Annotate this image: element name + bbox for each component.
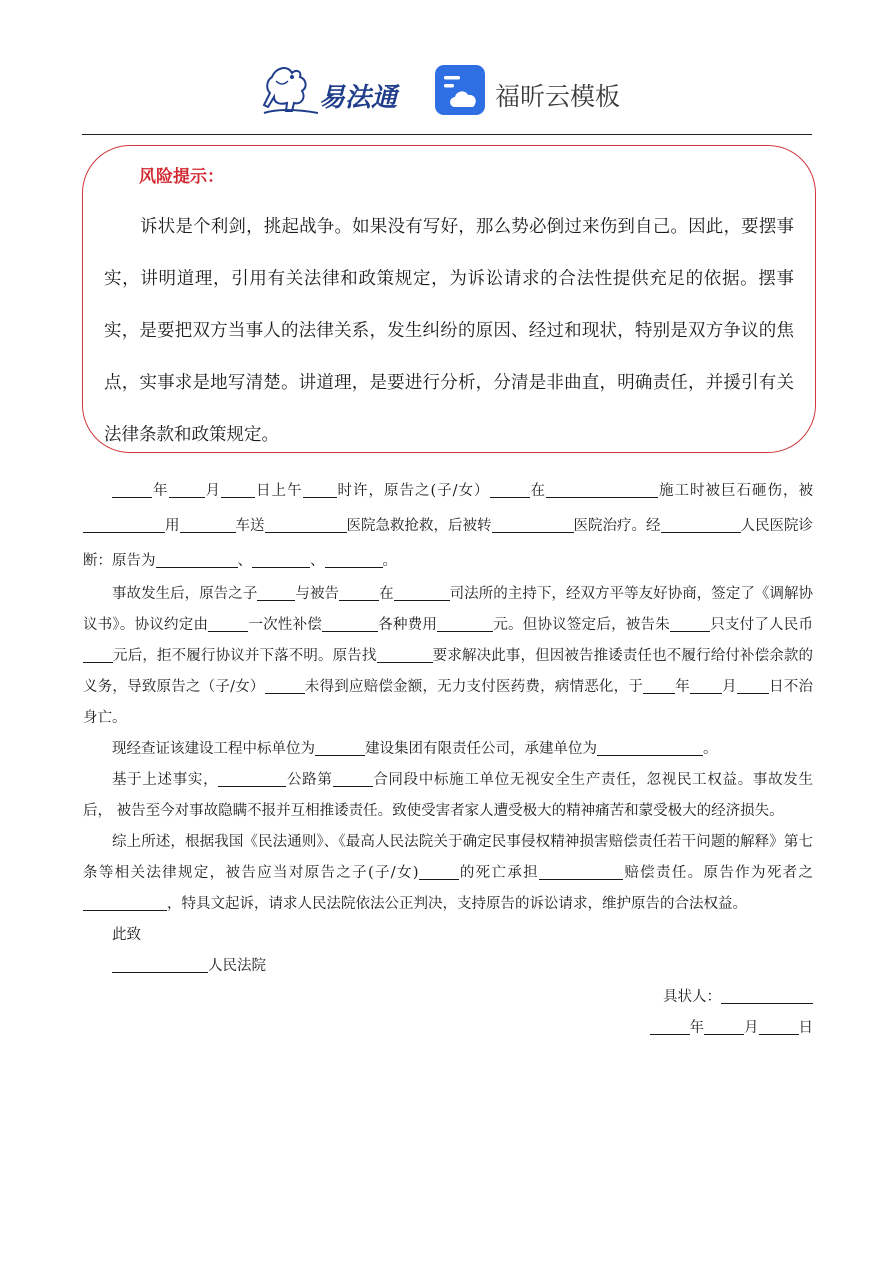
paragraph-contractor: 现经查证该建设工程中标单位为 建设集团有限责任公司，承建单位为 。 bbox=[112, 741, 718, 757]
risk-body: 诉状是个利剑，挑起战争。如果没有写好，那么势必倒过来伤到自己。因此，要摆事实，讲明道理，引用有关法律和政策规定，为诉讼请求的合法性提供充足的依据。摆事实，是要把双方当事人的法律关系，发生纠纷的原因、经过和现状，特别是双方争议的焦点，实事求是地写清楚。讲道理，是要进行分析，分清是非曲直，明确责任，并援引有关法律条款和政策规定。 bbox=[104, 217, 794, 445]
blank-field[interactable] bbox=[492, 518, 574, 534]
header-divider bbox=[82, 134, 812, 135]
blank-field[interactable] bbox=[661, 518, 741, 534]
court-line: 人民法院 bbox=[83, 951, 813, 982]
paragraph-conclusion: 综上所述，根据我国《民法通则》、《最高人民法院关于确定民事侵权精神损害赔偿责任若干问题的解释》第七条等相关法律规定，被告应当对原告之子(子/女) 的死亡承担 赔偿责任。原告作为死者之，特具文起诉，请求人民法院依法公正判决，支持原告的诉讼请求，维护原告的合法权益。 bbox=[83, 834, 814, 912]
yifatong-brand-text: 易法通 bbox=[319, 83, 398, 113]
blank-field[interactable] bbox=[670, 617, 710, 633]
blank-field[interactable] bbox=[322, 617, 378, 633]
blank-field[interactable] bbox=[265, 679, 305, 695]
blank-field[interactable] bbox=[325, 553, 383, 569]
risk-warning-box bbox=[82, 145, 816, 453]
blank-field[interactable] bbox=[690, 679, 722, 695]
blank-field[interactable] bbox=[759, 1020, 799, 1036]
blank-field[interactable] bbox=[377, 648, 433, 664]
blank-field[interactable] bbox=[333, 772, 373, 788]
blank-field[interactable] bbox=[257, 586, 295, 602]
fuxin-logo bbox=[435, 63, 645, 119]
blank-field[interactable] bbox=[265, 518, 347, 534]
risk-title: 风险提示： bbox=[139, 167, 224, 187]
blank-field[interactable] bbox=[437, 617, 493, 633]
horse-emblem-icon bbox=[262, 63, 320, 119]
blank-field[interactable] bbox=[737, 679, 769, 695]
blank-field[interactable] bbox=[218, 772, 286, 788]
blank-field[interactable] bbox=[221, 483, 255, 499]
yifatong-logo bbox=[262, 63, 412, 119]
cloud-document-icon bbox=[435, 65, 485, 115]
signer-line: 具状人： bbox=[83, 982, 813, 1013]
blank-field[interactable] bbox=[394, 586, 450, 602]
blank-field[interactable] bbox=[83, 518, 165, 534]
blank-field[interactable] bbox=[721, 989, 813, 1005]
blank-field[interactable] bbox=[643, 679, 675, 695]
blank-field[interactable] bbox=[597, 741, 703, 757]
complaint-document bbox=[83, 474, 813, 1044]
blank-field[interactable] bbox=[539, 865, 623, 881]
blank-field[interactable] bbox=[112, 483, 152, 499]
blank-field[interactable] bbox=[650, 1020, 690, 1036]
blank-field[interactable] bbox=[704, 1020, 744, 1036]
blank-field[interactable] bbox=[315, 741, 365, 757]
blank-field[interactable] bbox=[208, 617, 248, 633]
blank-field[interactable] bbox=[169, 483, 205, 499]
blank-field[interactable] bbox=[490, 483, 530, 499]
blank-field[interactable] bbox=[112, 958, 208, 974]
salutation: 此致 bbox=[112, 927, 141, 943]
date-line: 年 月 日 bbox=[83, 1013, 813, 1044]
paragraph-facts: 基于上述事实， 公路第 合同段中标施工单位无视安全生产责任，忽视民工权益。事故发生后， 被告至今对事故隐瞒不报并互相推诿责任。致使受害者家人遭受极大的精神痛苦和蒙受极大的经济损失。 bbox=[83, 772, 813, 819]
blank-field[interactable] bbox=[83, 896, 167, 912]
paragraph-settlement: 事故发生后，原告之子 与被告 在 司法所的主持下，经双方平等友好协商，签定了《调解协议书》。协议约定由 一次性补偿 各种费用 元。但协议签定后，被告朱 只支付了人民币元后，拒不履行协议并下落不明。原告找 要求解决此事，但因被告推诿责任也不履行给付补偿余款的义务，导致原告之（子/女） 未得到应赔偿金额，无力支付医药费，病情恶化，于 年 月 日不治身亡。 bbox=[83, 586, 814, 726]
header bbox=[0, 55, 893, 125]
paragraph-incident: 年 月 日上午 时许，原告之(子/女） 在 施工时被巨石砸伤，被用 车送 医院急救抢救，后被转 医院治疗。经 人民医院诊断：原告为 、 、 。 bbox=[83, 483, 814, 569]
blank-field[interactable] bbox=[180, 518, 236, 534]
fuxin-brand-text: 福昕云模板 bbox=[495, 82, 621, 111]
blank-field[interactable] bbox=[303, 483, 337, 499]
blank-field[interactable] bbox=[419, 865, 459, 881]
blank-field[interactable] bbox=[339, 586, 379, 602]
blank-field[interactable] bbox=[83, 648, 113, 664]
blank-field[interactable] bbox=[156, 553, 238, 569]
blank-field[interactable] bbox=[546, 483, 658, 499]
blank-field[interactable] bbox=[252, 553, 310, 569]
